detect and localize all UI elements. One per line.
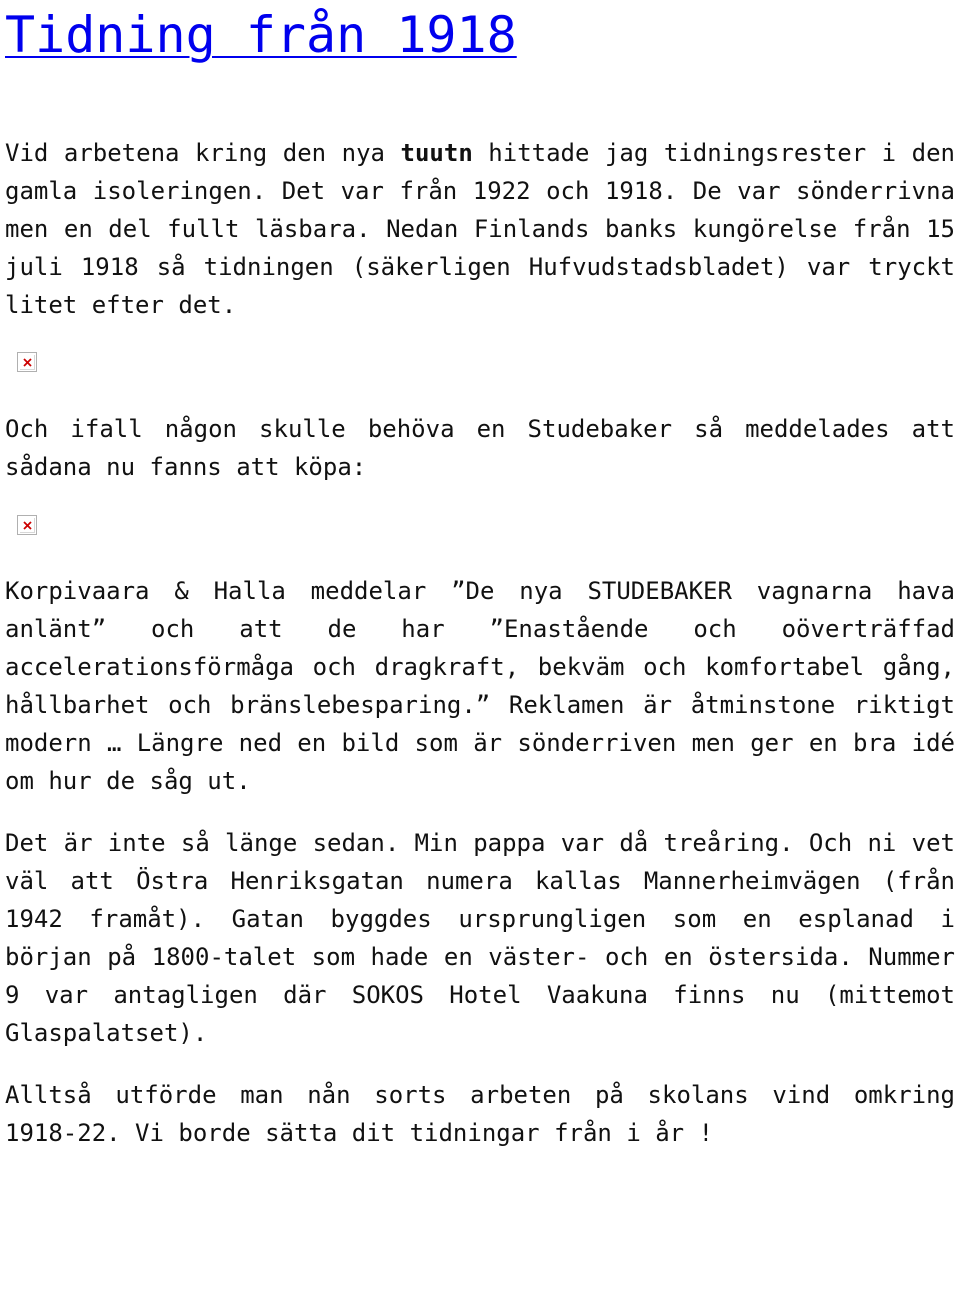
article	[5, 0, 955, 1152]
paragraph-studebaker: Och ifall någon skulle behöva en Studebaker så meddelades att sådana nu fanns att köpa:	[5, 415, 955, 481]
broken-image-icon	[17, 352, 37, 372]
title-link[interactable]: Tidning från 1918	[5, 6, 517, 64]
paragraph-intro	[5, 134, 955, 324]
broken-image-icon	[17, 515, 37, 535]
paragraph-advertisement: Korpivaara & Halla meddelar ”De nya STUDEBAKER vagnarna hava anlänt” och att de har ”Enastående och oöverträffad accelerationsförmåga och dragkraft, bekväm och komfortabel gång, hållbarhet och bränslebesparing.” Reklamen är åtminstone riktigt modern … Längre ned en bild som är sönderriven men ger en bra idé om hur de såg ut.	[5, 577, 955, 795]
broken-image-x	[23, 521, 32, 530]
broken-image-x	[23, 358, 32, 367]
page-title	[5, 0, 955, 66]
paragraph-conclusion: Alltså utförde man nån sorts arbeten på skolans vind omkring 1918-22. Vi borde sätta dit tidningar från i år !	[5, 1081, 955, 1147]
intro-text-start: Vid arbetena kring den nya	[5, 139, 401, 167]
intro-text-end: hittade jag tidningsrester i den gamla isoleringen. Det var från 1922 och 1918. De var sönderrivna men en del fullt läsbara. Nedan Finlands banks kungörelse från 15 juli 1918 så tidningen (säkerligen Hufvudstadsbladet) var tryckt litet efter det.	[5, 139, 955, 319]
intro-bold-word: tuutn	[400, 139, 473, 167]
paragraph-history: Det är inte så länge sedan. Min pappa var då treåring. Och ni vet väl att Östra Henriksgatan numera kallas Mannerheimvägen (från 1942 framåt). Gatan byggdes ursprungligen som en esplanad i början på 1800-talet som hade en väster- och en östersida. Nummer 9 var antagligen där SOKOS Hotel Vaakuna finns nu (mittemot Glaspalatset).	[5, 829, 955, 1047]
